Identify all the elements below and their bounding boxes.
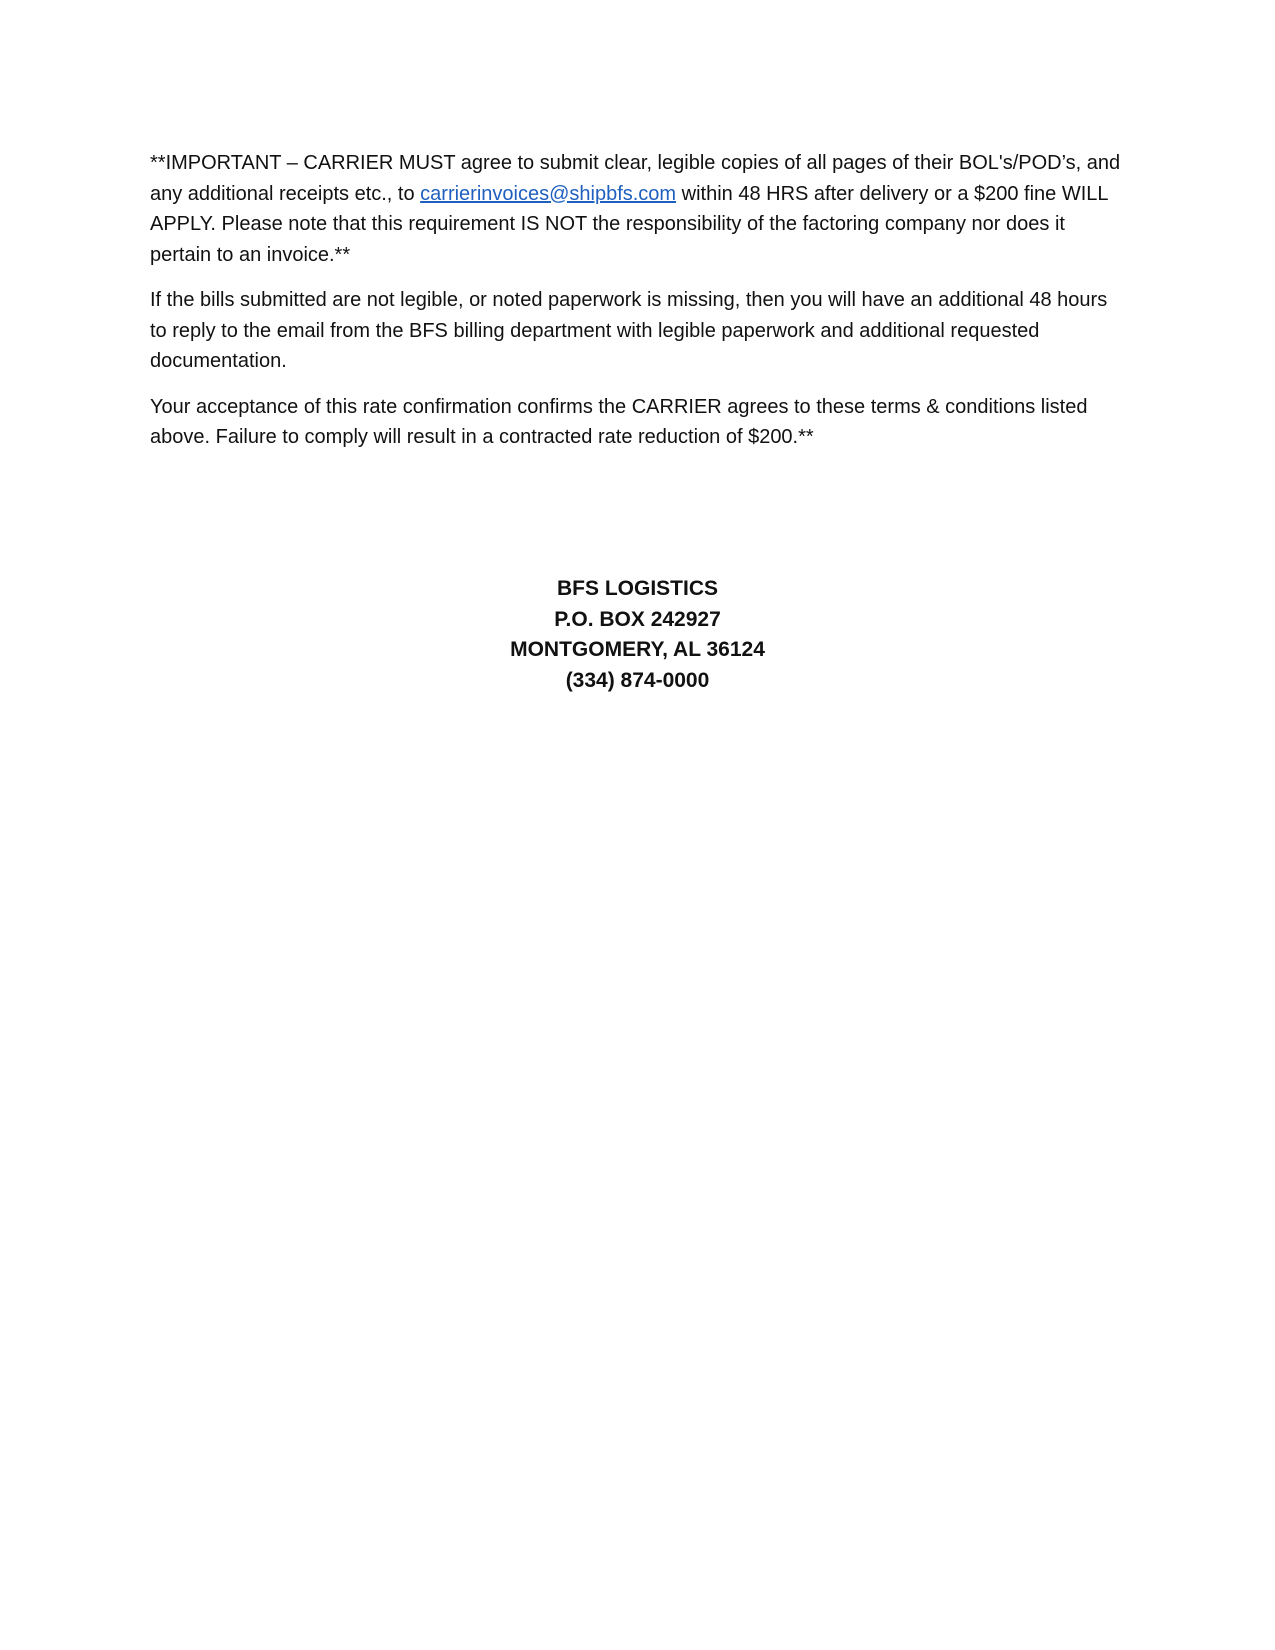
important-notice-suffix: within 48 HRS after delivery or a $200 fine WILL APPLY. Please note that this requirement IS NOT the responsibility of the factoring company nor does it pertain to an invoice.** (150, 182, 1108, 266)
city-state-zip: MONTGOMERY, AL 36124 (510, 638, 765, 661)
carrier-invoices-email-link[interactable]: carrierinvoices@shipbfs.com (420, 182, 677, 205)
important-notice-paragraph (150, 148, 1122, 270)
company-name: BFS LOGISTICS (556, 577, 718, 600)
terms-text (150, 148, 1122, 468)
important-notice-prefix: **IMPORTANT – CARRIER MUST agree to submit clear, legible copies of all pages of their BOL's/POD’s, and any additional receipts etc., to (150, 152, 1121, 205)
phone-number: (334) 874-0000 (565, 668, 710, 692)
company-address-block (0, 574, 1275, 696)
illegible-bills-paragraph: If the bills submitted are not legible, or noted paperwork is missing, then you will have an additional 48 hours to reply to the email from the BFS billing department with legible paperwork and additional requested documentation. (150, 289, 1108, 372)
acceptance-paragraph: Your acceptance of this rate confirmation confirms the CARRIER agrees to these terms & conditions listed above. Failure to comply will result in a contracted rate reduction of $200.** (150, 395, 1088, 448)
po-box: P.O. BOX 242927 (554, 607, 721, 631)
